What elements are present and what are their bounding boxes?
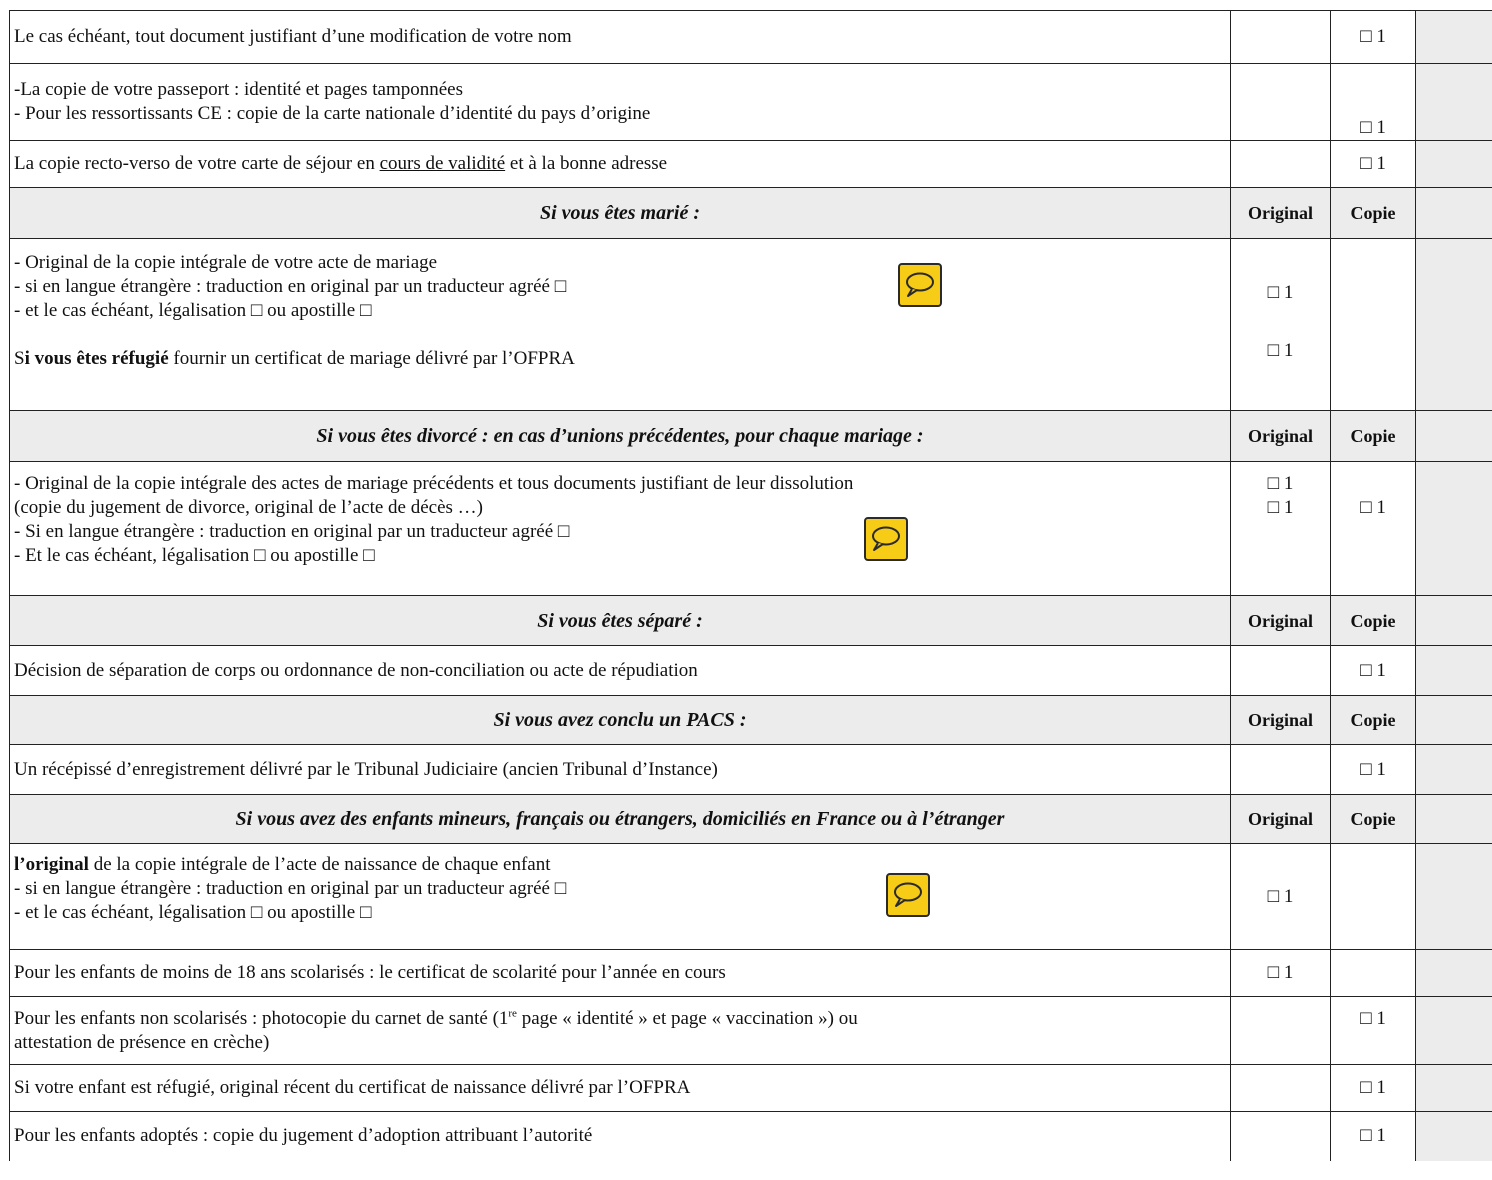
row-pacs: Un récépissé d’enregistrement délivré par le Tribunal Judiciaire (ancien Tribunal d’Instance) bbox=[10, 745, 1231, 795]
copie-checkbox[interactable]: □ 1 bbox=[1331, 1065, 1416, 1112]
original-column-header: Original bbox=[1231, 596, 1331, 646]
original-checkbox[interactable]: □ 1 bbox=[1231, 844, 1331, 950]
marriage-cell bbox=[14, 251, 1226, 371]
original-checkbox[interactable]: □ 1 bbox=[1267, 340, 1294, 361]
gray-cell bbox=[1416, 950, 1492, 997]
gray-cell bbox=[1416, 239, 1492, 411]
row-health-book bbox=[10, 997, 1231, 1065]
refugee-rest: fournir un certificat de mariage délivré par l’OFPRA bbox=[168, 348, 575, 369]
row-adoption: Pour les enfants adoptés : copie du jugement d’adoption attribuant l’autorité bbox=[10, 1112, 1231, 1161]
original-cell bbox=[1231, 462, 1331, 596]
gray-cell bbox=[1416, 844, 1492, 950]
table-row bbox=[10, 745, 1492, 795]
birth-cell bbox=[14, 853, 1226, 925]
table-row bbox=[10, 462, 1492, 596]
divorce-details-line: (copie du jugement de divorce, original de l’acte de décès …) bbox=[14, 497, 483, 518]
legalisation-line: - et le cas échéant, légalisation □ ou apostille □ bbox=[14, 902, 372, 923]
copie-column-header: Copie bbox=[1331, 596, 1416, 646]
copie-column-header: Copie bbox=[1331, 795, 1416, 844]
health-line bbox=[14, 1007, 1226, 1031]
gray-cell bbox=[1416, 188, 1492, 239]
permit-text-underlined: cours de validité bbox=[379, 153, 506, 174]
permit-text-before: La copie recto-verso de votre carte de séjour en bbox=[14, 153, 380, 174]
translation-line: - si en langue étrangère : traduction en original par un traducteur agréé □ bbox=[14, 878, 567, 899]
copie-column-header: Copie bbox=[1331, 188, 1416, 239]
health-after: page « identité » et page « vaccination ») ou bbox=[516, 1008, 858, 1029]
row-passport bbox=[10, 64, 1231, 141]
table-row bbox=[10, 239, 1492, 411]
section-header-pacs bbox=[10, 696, 1492, 745]
table-row bbox=[10, 11, 1492, 64]
gray-cell bbox=[1416, 141, 1492, 188]
original-cell bbox=[1231, 997, 1331, 1065]
original-checkbox[interactable]: □ 1 bbox=[1267, 473, 1294, 494]
table-row bbox=[10, 997, 1492, 1065]
birth-rest: de la copie intégrale de l’acte de naissance de chaque enfant bbox=[88, 854, 551, 875]
original-cell bbox=[1231, 646, 1331, 696]
copie-checkbox[interactable]: □ 1 bbox=[1331, 997, 1416, 1065]
row-birth-certificate bbox=[10, 844, 1231, 950]
table-row bbox=[10, 141, 1492, 188]
copie-checkbox[interactable]: □ 1 bbox=[1331, 141, 1416, 188]
table-row bbox=[10, 844, 1492, 950]
original-column-header: Original bbox=[1231, 411, 1331, 462]
original-column-header: Original bbox=[1231, 696, 1331, 745]
refugee-prefix: S bbox=[14, 348, 25, 369]
original-cell bbox=[1231, 239, 1331, 411]
gray-cell bbox=[1416, 64, 1492, 141]
section-header-separe bbox=[10, 596, 1492, 646]
section-title: Si vous avez conclu un PACS : bbox=[10, 696, 1231, 745]
copie-column-header: Copie bbox=[1331, 696, 1416, 745]
gray-cell bbox=[1416, 795, 1492, 844]
row-divorce bbox=[10, 462, 1231, 596]
row-name-change-text: Le cas échéant, tout document justifiant d’une modification de votre nom bbox=[10, 11, 1231, 64]
gray-cell bbox=[1416, 696, 1492, 745]
copie-checkbox[interactable]: □ 1 bbox=[1331, 646, 1416, 696]
gray-cell bbox=[1416, 745, 1492, 795]
documents-checklist-table bbox=[9, 10, 1492, 1161]
row-separation: Décision de séparation de corps ou ordonnance de non-conciliation ou acte de répudiation bbox=[10, 646, 1231, 696]
birth-bold: l’original bbox=[14, 854, 89, 875]
refugee-bold: i vous êtes réfugié bbox=[24, 348, 169, 369]
health-sup: re bbox=[508, 1007, 517, 1020]
refugee-line bbox=[14, 347, 1226, 371]
speech-bubble-icon bbox=[892, 881, 924, 909]
gray-cell bbox=[1416, 1112, 1492, 1161]
original-cell bbox=[1231, 141, 1331, 188]
original-cell bbox=[1231, 11, 1331, 64]
copie-checkbox[interactable]: □ 1 bbox=[1331, 1112, 1416, 1161]
speech-bubble-icon bbox=[870, 525, 902, 553]
table-row bbox=[10, 646, 1492, 696]
translation-line: - Si en langue étrangère : traduction en original par un traducteur agréé □ bbox=[14, 521, 570, 542]
copie-checkbox[interactable]: □ 1 bbox=[1331, 64, 1416, 141]
creche-line: attestation de présence en crèche) bbox=[14, 1032, 270, 1053]
row-school-certificate: Pour les enfants de moins de 18 ans scolarisés : le certificat de scolarité pour l’année en cours bbox=[10, 950, 1231, 997]
copie-cell bbox=[1331, 239, 1416, 411]
gray-cell bbox=[1416, 411, 1492, 462]
table-row bbox=[10, 950, 1492, 997]
gray-cell bbox=[1416, 1065, 1492, 1112]
copie-cell bbox=[1331, 950, 1416, 997]
original-checkbox[interactable]: □ 1 bbox=[1267, 497, 1294, 518]
section-title: Si vous êtes marié : bbox=[10, 188, 1231, 239]
section-title: Si vous avez des enfants mineurs, français ou étrangers, domiciliés en France ou à l’étranger bbox=[10, 795, 1231, 844]
legalisation-line: - Et le cas échéant, légalisation □ ou apostille □ bbox=[14, 545, 375, 566]
birth-line bbox=[14, 853, 1226, 877]
gray-cell bbox=[1416, 997, 1492, 1065]
table-row bbox=[10, 1065, 1492, 1112]
copie-checkbox[interactable]: □ 1 bbox=[1331, 11, 1416, 64]
copie-column-header: Copie bbox=[1331, 411, 1416, 462]
original-cell bbox=[1231, 1065, 1331, 1112]
gray-cell bbox=[1416, 646, 1492, 696]
section-header-divorce bbox=[10, 411, 1492, 462]
section-title: Si vous êtes séparé : bbox=[10, 596, 1231, 646]
comment-icon[interactable] bbox=[864, 517, 908, 561]
gray-cell bbox=[1416, 462, 1492, 596]
original-column-header: Original bbox=[1231, 188, 1331, 239]
passport-line: -La copie de votre passeport : identité et pages tamponnées bbox=[14, 79, 463, 100]
row-residence-permit bbox=[10, 141, 1231, 188]
copie-checkbox[interactable]: □ 1 bbox=[1331, 745, 1416, 795]
table-row bbox=[10, 64, 1492, 141]
gray-cell bbox=[1416, 596, 1492, 646]
section-header-marie bbox=[10, 188, 1492, 239]
divorce-line: - Original de la copie intégrale des actes de mariage précédents et tous documents justifiant de leur dissolution bbox=[14, 473, 854, 494]
original-checkbox[interactable]: □ 1 bbox=[1267, 282, 1294, 303]
comment-icon[interactable] bbox=[898, 263, 942, 307]
table-row bbox=[10, 1112, 1492, 1161]
original-column-header: Original bbox=[1231, 795, 1331, 844]
legalisation-line: - et le cas échéant, légalisation □ ou apostille □ bbox=[14, 300, 372, 321]
translation-line: - si en langue étrangère : traduction en original par un traducteur agréé □ bbox=[14, 276, 567, 297]
ce-id-line: - Pour les ressortissants CE : copie de la carte nationale d’identité du pays d’origine bbox=[14, 103, 651, 124]
permit-text-after: et à la bonne adresse bbox=[505, 153, 668, 174]
original-cell bbox=[1231, 1112, 1331, 1161]
gray-cell bbox=[1416, 11, 1492, 64]
section-header-enfants bbox=[10, 795, 1492, 844]
health-before: Pour les enfants non scolarisés : photocopie du carnet de santé (1 bbox=[14, 1008, 509, 1029]
row-marriage bbox=[10, 239, 1231, 411]
copie-checkbox[interactable]: □ 1 bbox=[1331, 462, 1416, 596]
section-title: Si vous êtes divorcé : en cas d’unions précédentes, pour chaque mariage : bbox=[10, 411, 1231, 462]
speech-bubble-icon bbox=[904, 271, 936, 299]
copie-cell bbox=[1331, 844, 1416, 950]
original-cell bbox=[1231, 64, 1331, 141]
original-cell bbox=[1231, 745, 1331, 795]
marriage-line: - Original de la copie intégrale de votre acte de mariage bbox=[14, 252, 438, 273]
comment-icon[interactable] bbox=[886, 873, 930, 917]
original-checkbox[interactable]: □ 1 bbox=[1231, 950, 1331, 997]
row-refugee-child: Si votre enfant est réfugié, original récent du certificat de naissance délivré par l’OFPRA bbox=[10, 1065, 1231, 1112]
divorce-cell bbox=[14, 472, 1226, 568]
